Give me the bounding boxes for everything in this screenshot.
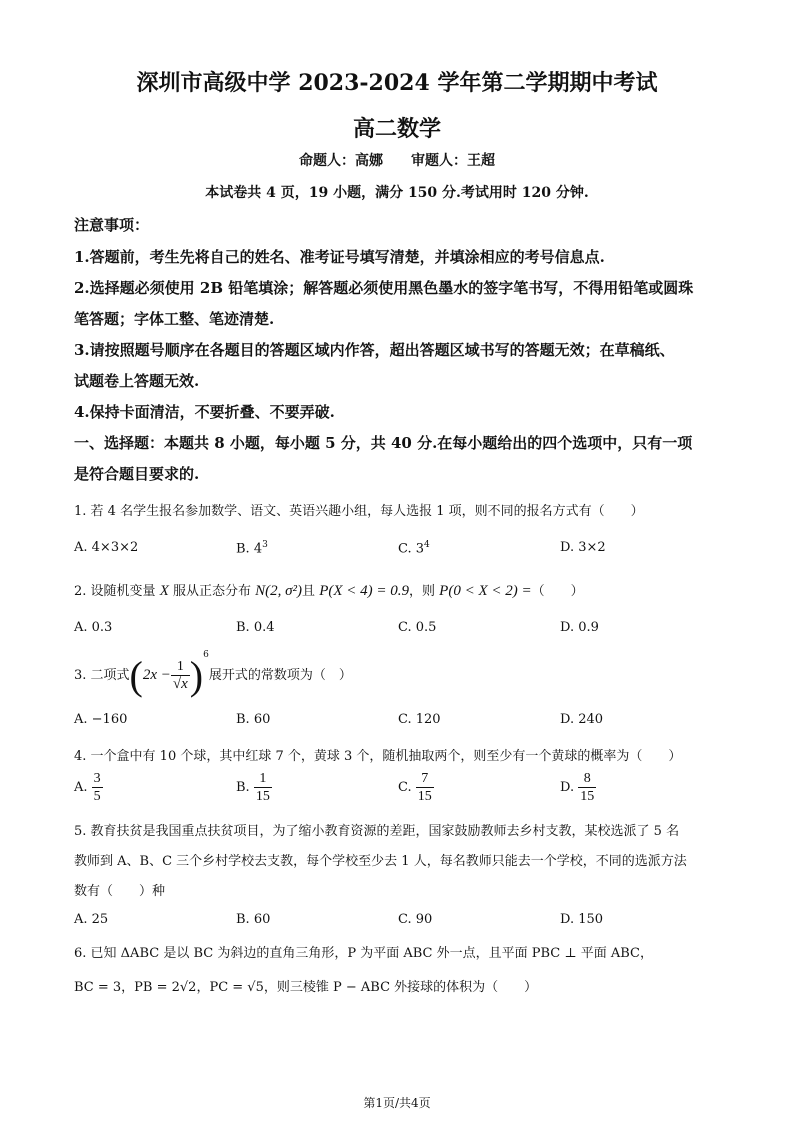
question-1-stem: 1. 若 4 名学生报名参加数学、语文、英语兴趣小组，每人选报 1 项，则不同的报名方式有（ ） (74, 504, 644, 519)
exam-subject: 高二数学 (352, 116, 441, 142)
q4-option-d: D. $\frac{8}{15}$ (560, 771, 595, 804)
q2-option-a: A. 0.3 (74, 620, 113, 635)
question-5-line: 数有（ ）种 (74, 884, 166, 899)
question-6-line: 6. 已知 ΔABC 是以 BC 为斜边的直角三角形，P 为平面 ABC 外一点，且平面 PBC ⊥ 平面 ABC， (74, 946, 653, 961)
notes-heading: 注意事项： (74, 216, 150, 234)
q2-option-c: C. 0.5 (398, 620, 437, 635)
q1-option-a: A. 4×3×2 (74, 540, 139, 555)
question-3-stem: 3. 二项式(2x − $\frac{1}{√x}$ )$^6$展开式的常数项为（ ） (74, 650, 352, 698)
page-number: 第1页/共4页 (363, 1096, 431, 1110)
q4-option-c: C. $\frac{7}{15}$ (398, 771, 432, 804)
q4-option-a: A. $\frac{3}{5}$ (74, 771, 101, 804)
q1-option-b: B. $4^3$ (236, 540, 268, 557)
q3-option-b: B. 60 (236, 712, 271, 727)
setter: 命题人：高娜 (299, 153, 383, 169)
note-line: 3.请按照题号顺序在各题目的答题区域内作答，超出答题区域书写的答题无效；在草稿纸、 (74, 341, 675, 359)
q1-option-d: D. 3×2 (560, 540, 606, 555)
q5-option-d: D. 150 (560, 912, 604, 927)
q3-fraction: $\frac{1}{√x}$ (172, 659, 188, 692)
note-line: 试题卷上答题无效. (74, 372, 200, 390)
question-2-stem: 2. 设随机变量 X 服从正态分布 N(2, σ²)且 P(X < 4) = 0.9，则 P(0 < X < 2) =（ ） (74, 583, 584, 599)
authors-line (0, 150, 794, 170)
question-6-line: BC = 3，PB = 2√2，PC = √5，则三棱锥 P − ABC 外接球的体积为（ ） (74, 980, 538, 995)
q3-option-d: D. 240 (560, 712, 604, 727)
q5-option-b: B. 60 (236, 912, 271, 927)
note-line: 2.选择题必须使用 2B 铅笔填涂；解答题必须使用黑色墨水的签字笔书写，不得用铅笔或圆珠 (74, 279, 694, 297)
question-5-line: 教师到 A、B、C 三个乡村学校去支教，每个学校至少去 1 人，每名教师只能去一个学校，不同的选派方法 (74, 854, 687, 869)
exam-info: 本试卷共 4 页，19 小题，满分 150 分.考试用时 120 分钟. (205, 185, 589, 201)
note-line: 1.答题前，考生先将自己的姓名、准考证号填写清楚，并填涂相应的考号信息点. (74, 248, 605, 266)
q1-option-c: C. $3^4$ (398, 540, 430, 557)
question-5-line: 5. 教育扶贫是我国重点扶贫项目，为了缩小教育资源的差距，国家鼓励教师去乡村支教，某校选派了 5 名 (74, 824, 680, 839)
q4-option-b: B. $\frac{1}{15}$ (236, 771, 270, 804)
note-line: 4.保持卡面清洁，不要折叠、不要弄破. (74, 403, 335, 421)
section-heading-cont: 是符合题目要求的. (74, 465, 200, 483)
q3-option-a: A. −160 (74, 712, 128, 727)
note-line: 笔答题；字体工整、笔迹清楚. (74, 310, 275, 328)
q2-option-d: D. 0.9 (560, 620, 599, 635)
q5-option-c: C. 90 (398, 912, 433, 927)
q3-option-c: C. 120 (398, 712, 441, 727)
question-4-stem: 4. 一个盒中有 10 个球，其中红球 7 个，黄球 3 个，随机抽取两个，则至少有一个黄球的概率为（ ） (74, 749, 682, 764)
q5-option-a: A. 25 (74, 912, 109, 927)
exam-title: 深圳市高级中学 2023-2024 学年第二学期期中考试 (136, 70, 658, 96)
reviewer: 审题人：王超 (411, 153, 495, 169)
section-heading: 一、选择题：本题共 8 小题，每小题 5 分，共 40 分.在每小题给出的四个选项中，只有一项 (74, 434, 693, 452)
q2-option-b: B. 0.4 (236, 620, 275, 635)
